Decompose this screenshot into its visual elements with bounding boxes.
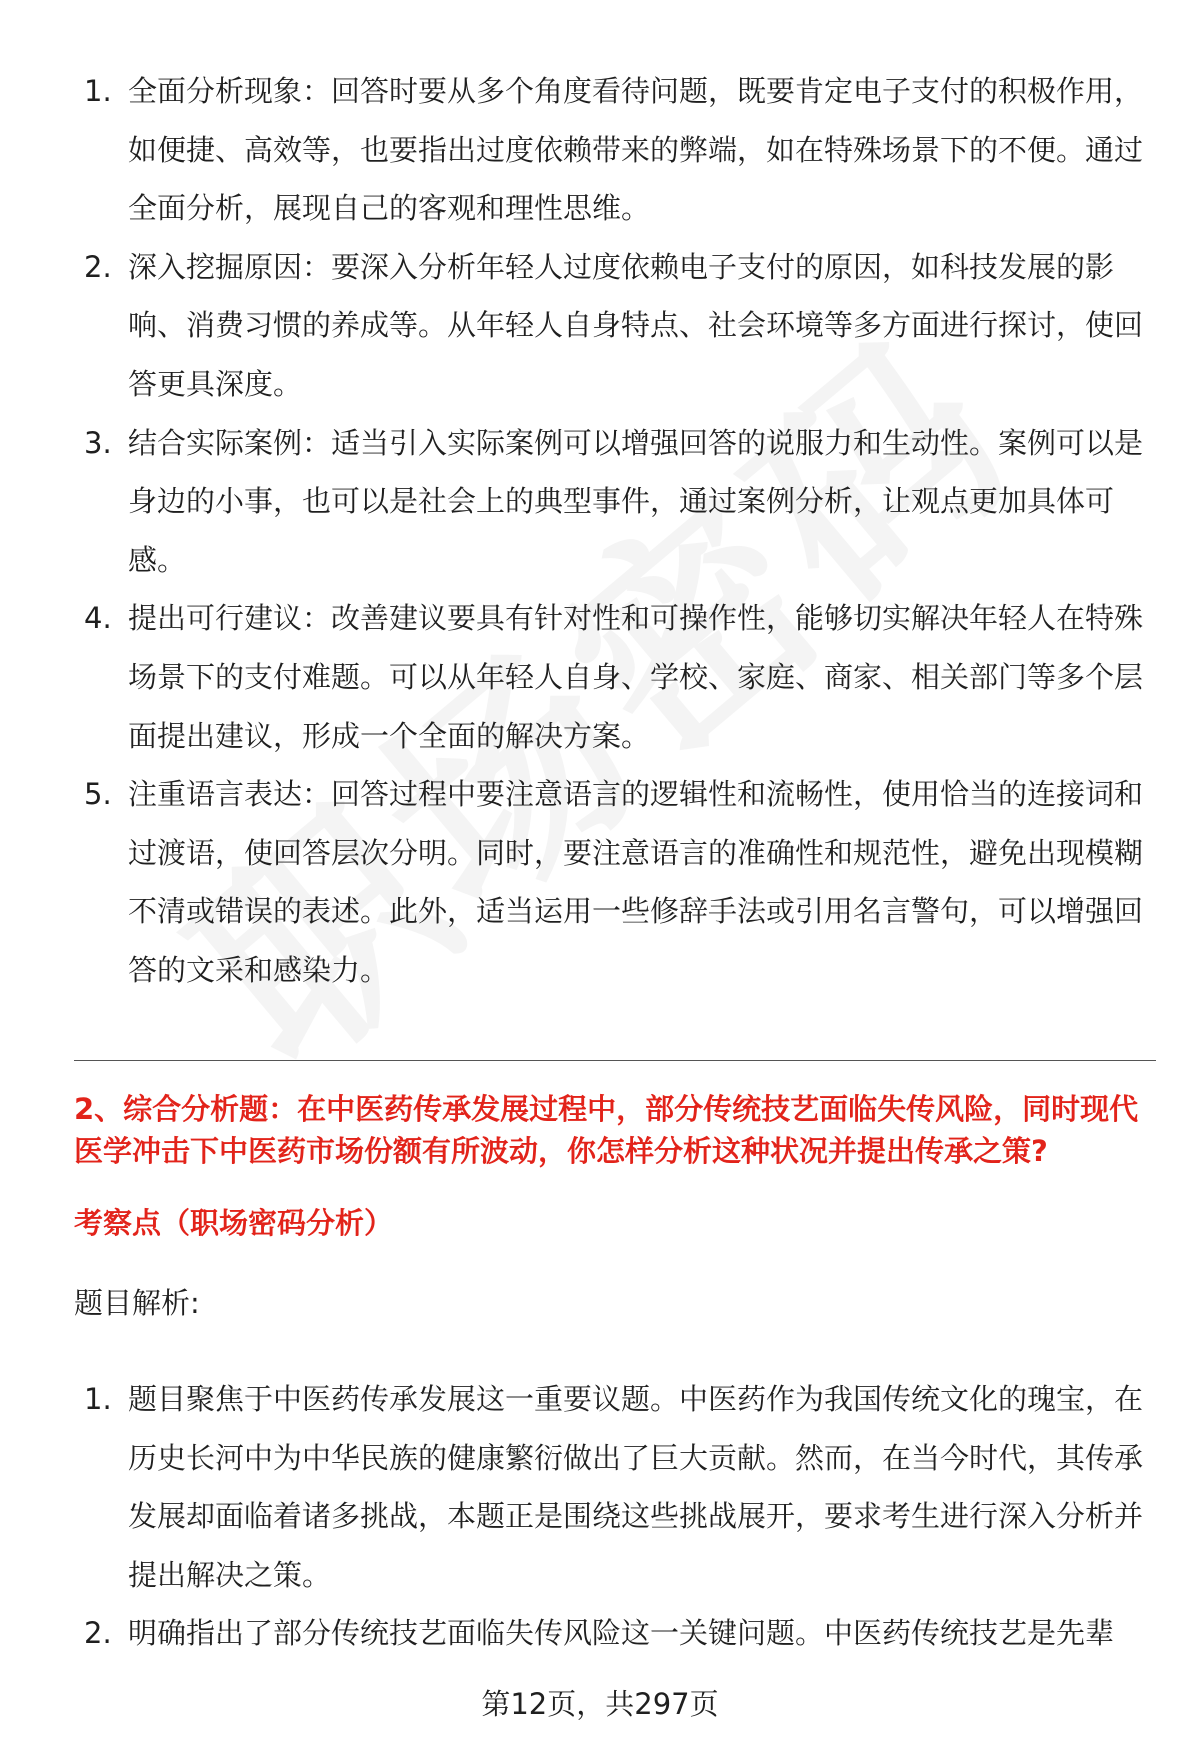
list-item [74, 62, 1144, 238]
page-footer: 第12页，共297页 [481, 1687, 719, 1721]
list-text: 题目聚焦于中医药传承发展这一重要议题。中医药作为我国传统文化的瑰宝，在历史长河中为中华民族的健康繁衍做出了巨大贡献。然而，在当今时代，其传承发展却面临着诸多挑战，本题正是围绕这些挑战展开，要求考生进行深入分析并提出解决之策。 [128, 1382, 1144, 1592]
list-item [74, 765, 1144, 999]
list-text: 结合实际案例：适当引入实际案例可以增强回答的说服力和生动性。案例可以是身边的小事，也可以是社会上的典型事件，通过案例分析，让观点更加具体可感。 [128, 425, 1144, 577]
list-number: 5. [84, 777, 112, 812]
list-number: 2. [84, 249, 112, 284]
list-number: 2. [84, 1616, 112, 1651]
list-number: 4. [84, 601, 112, 636]
analysis-label: 题目解析: [74, 1286, 200, 1320]
list-text: 深入挖掘原因：要深入分析年轻人过度依赖电子支付的原因，如科技发展的影响、消费习惯的养成等。从年轻人自身特点、社会环境等多方面进行探讨，使回答更具深度。 [128, 249, 1144, 401]
list-1-container [74, 62, 1144, 1000]
list-item [74, 414, 1144, 590]
list-item [74, 1604, 1144, 1663]
list-item [74, 1370, 1144, 1604]
section-divider [74, 1060, 1156, 1061]
list-item [74, 589, 1144, 765]
list-number: 1. [84, 74, 112, 108]
list-2-container [74, 1370, 1144, 1663]
list-text: 明确指出了部分传统技艺面临失传风险这一关键问题。中医药传统技艺是先辈 [128, 1616, 1115, 1651]
question-title: 2、综合分析题：在中医药传承发展过程中，部分传统技艺面临失传风险，同时现代医学冲击下中医药市场份额有所波动，你怎样分析这种状况并提出传承之策? [74, 1092, 1139, 1168]
list-text: 提出可行建议：改善建议要具有针对性和可操作性，能够切实解决年轻人在特殊场景下的支付难题。可以从年轻人自身、学校、家庭、商家、相关部门等多个层面提出建议，形成一个全面的解决方案。 [128, 601, 1144, 753]
list-item [74, 238, 1144, 414]
list-text: 注重语言表达：回答过程中要注意语言的逻辑性和流畅性，使用恰当的连接词和过渡语，使回答层次分明。同时，要注意语言的准确性和规范性，避免出现模糊不清或错误的表述。此外，适当运用一些修辞手法或引用名言警句，可以增强回答的文采和感染力。 [128, 777, 1144, 987]
list-number: 1. [84, 1382, 112, 1416]
numbered-list-2 [74, 1370, 1144, 1663]
list-text: 全面分析现象：回答时要从多个角度看待问题，既要肯定电子支付的积极作用，如便捷、高效等，也要指出过度依赖带来的弊端，如在特殊场景下的不便。通过全面分析，展现自己的客观和理性思维。 [128, 74, 1144, 226]
numbered-list-1 [74, 62, 1144, 1000]
list-number: 3. [84, 425, 112, 460]
exam-point-heading: 考察点（职场密码分析） [74, 1206, 394, 1240]
